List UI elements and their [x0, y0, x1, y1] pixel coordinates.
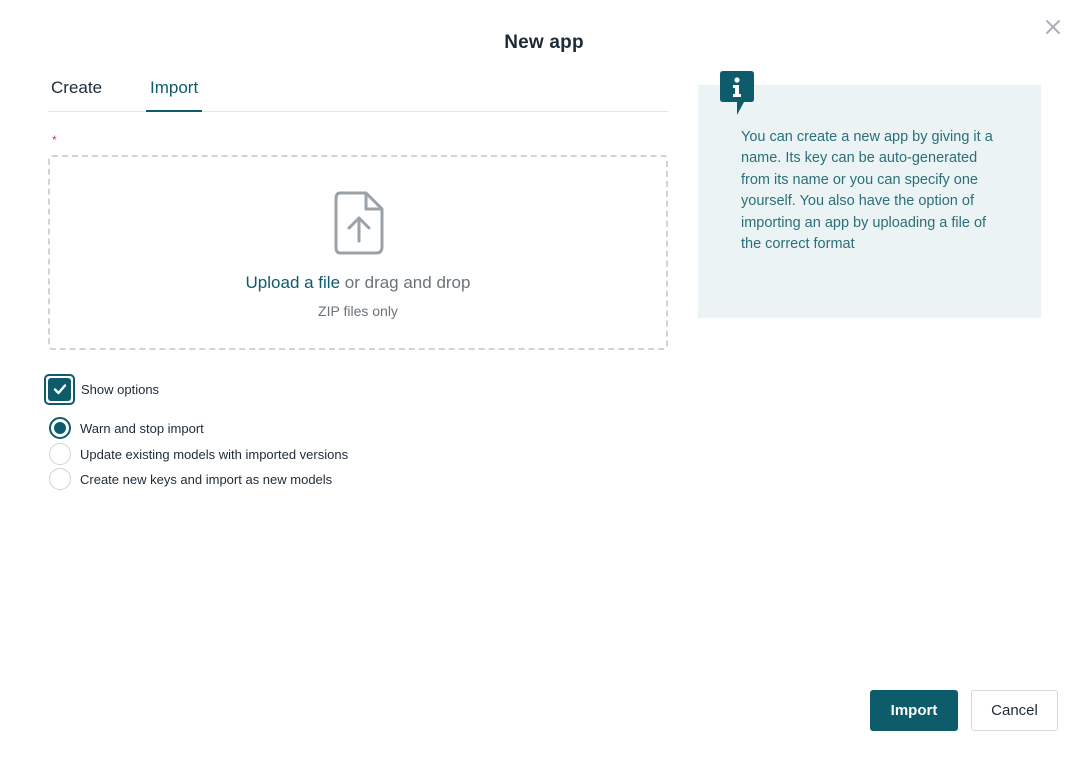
- checkbox-box[interactable]: [44, 374, 75, 405]
- show-options-checkbox[interactable]: [44, 373, 159, 405]
- close-icon: [1045, 19, 1061, 35]
- upload-drag-text: or drag and drop: [340, 273, 471, 292]
- radio-button[interactable]: [49, 417, 71, 439]
- radio-label: Create new keys and import as new models: [80, 471, 333, 487]
- radio-label: Update existing models with imported versions: [80, 446, 349, 462]
- info-icon: [720, 71, 754, 115]
- info-text: You can create a new app by giving it a name. Its key can be auto-generated from its name or you can specify one yourself. You also have the option of importing an app by uploading a file of the correct format: [741, 129, 993, 253]
- cancel-button[interactable]: Cancel: [971, 690, 1058, 731]
- radio-button[interactable]: [49, 468, 71, 490]
- import-button[interactable]: Import: [870, 690, 958, 731]
- show-options-label: Show options: [81, 381, 160, 397]
- checkmark-icon: [52, 381, 68, 397]
- upload-hint: ZIP files only: [318, 303, 398, 319]
- file-upload-icon: [334, 191, 384, 255]
- radio-warn-and-stop[interactable]: [49, 417, 204, 439]
- dialog-title: New app: [504, 32, 584, 53]
- upload-instructions: [50, 273, 666, 293]
- radio-update-existing[interactable]: [49, 443, 348, 465]
- radio-label: Warn and stop import: [80, 420, 204, 436]
- tab-create[interactable]: Create: [51, 78, 103, 97]
- close-button[interactable]: [1041, 15, 1065, 39]
- upload-file-link[interactable]: Upload a file: [245, 273, 341, 292]
- file-dropzone[interactable]: [48, 155, 668, 350]
- tab-import[interactable]: Import: [146, 78, 202, 112]
- radio-button[interactable]: [49, 443, 71, 465]
- required-mark: *: [52, 133, 57, 147]
- tab-bar: [48, 72, 668, 112]
- info-panel: [698, 85, 1041, 318]
- radio-create-new-keys[interactable]: [49, 468, 332, 490]
